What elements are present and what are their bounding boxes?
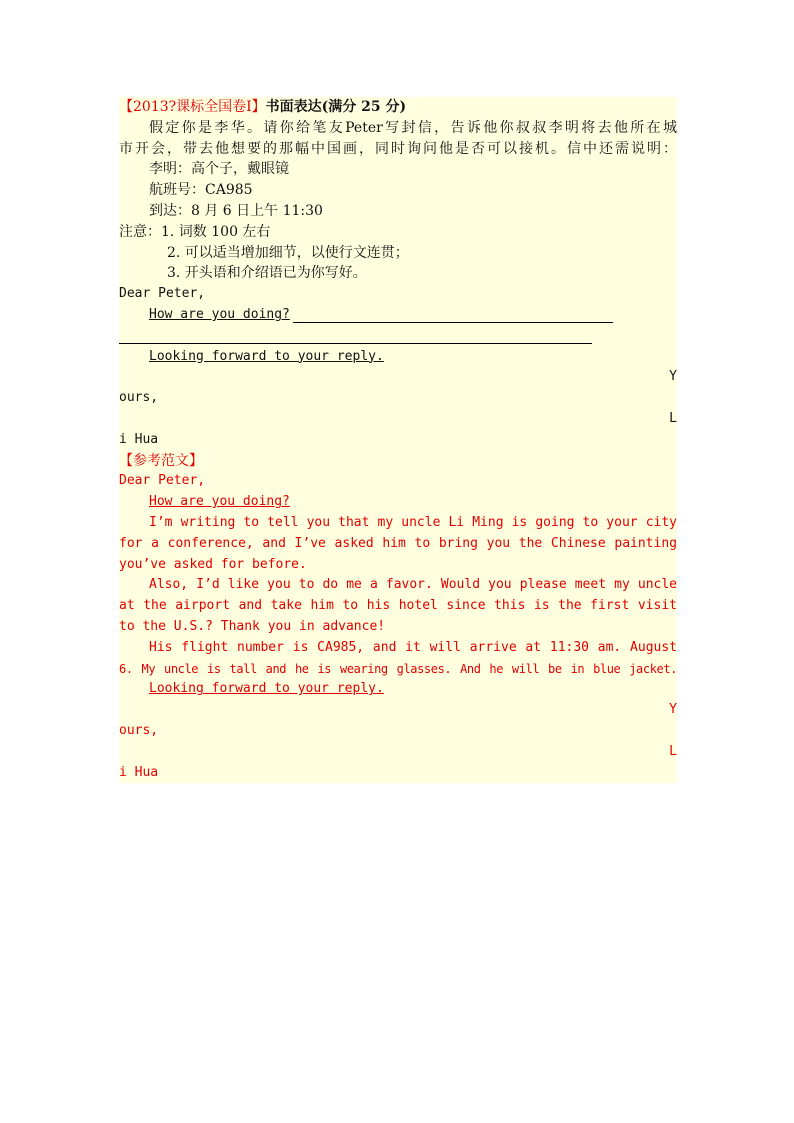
model-sign-b: ours,: [119, 722, 159, 738]
note-line3: 3. 开头语和介绍语已为你写好。: [167, 265, 367, 282]
model-p3-line1: His flight number is CA985, and it will arrive at 11:30 am. August: [149, 639, 677, 655]
model-sign-a: Y: [669, 702, 677, 718]
model-p1-line2: for a conference, and I’ve asked him to bring you the Chinese painting: [119, 535, 677, 551]
model-p2-line2: at the airport and take him to his hotel since this is the first visit: [119, 598, 677, 614]
template-opening: How are you doing?: [149, 306, 290, 322]
heading-line: [119, 97, 677, 118]
model-p3-line2: 6. My uncle is tall and he is wearing glasses. And he will be in blue jacket.: [119, 661, 677, 676]
template-opening-line: [119, 305, 677, 326]
model-p2-line3: to the U.S.? Thank you in advance!: [119, 618, 386, 634]
prompt-intro-line2: 市开会，带去他想要的那幅中国画，同时询问他是否可以接机。信中还需说明：: [119, 140, 677, 157]
model-opening: How are you doing?: [149, 494, 290, 510]
template-sign-a: Y: [669, 369, 677, 385]
note-line2: 2. 可以适当增加细节，以使行文连贯；: [167, 244, 409, 261]
template-sign-b: ours,: [119, 390, 159, 406]
model-p2-line1: Also, I’d like you to do me a favor. Would you please meet my uncle: [149, 577, 677, 593]
exam-source: 【2013?课标全国卷Ⅰ】: [119, 99, 266, 115]
model-opening-line: [119, 492, 677, 513]
prompt-intro-line1: 假定你是李华。请你给笔友Peter写封信，告诉他你叔叔李明将去他所在城: [149, 119, 677, 136]
model-p1-line3: you’ve asked for before.: [119, 556, 307, 572]
model-sign-d: i Hua: [119, 764, 159, 780]
document-page: [119, 97, 677, 783]
prompt-detail-flight: 航班号：CA985: [149, 182, 253, 199]
prompt-detail-name: 李明：高个子，戴眼镜: [149, 161, 289, 178]
model-closing: Looking forward to your reply.: [149, 681, 384, 697]
note-line1: 注意：1. 词数 100 左右: [119, 223, 271, 240]
writing-rule: [293, 322, 613, 323]
model-greeting: Dear Peter,: [119, 473, 206, 489]
writing-rule: [119, 343, 592, 344]
model-sign-c: L: [669, 743, 677, 759]
template-blank-line: [119, 326, 677, 347]
template-sign-c: L: [669, 410, 677, 426]
model-heading: 【参考范文】: [119, 452, 203, 469]
section-title: 书面表达(满分 25 分): [265, 99, 407, 115]
template-closing: Looking forward to your reply.: [149, 348, 384, 364]
template-sign-d: i Hua: [119, 431, 159, 447]
prompt-detail-arrival: 到达：8 月 6 日上午 11:30: [149, 202, 323, 219]
template-closing-line: [119, 347, 677, 368]
template-greeting: Dear Peter,: [119, 286, 206, 302]
model-closing-line: [119, 679, 677, 700]
model-p1-line1: I’m writing to tell you that my uncle Li Ming is going to your city: [149, 514, 677, 530]
